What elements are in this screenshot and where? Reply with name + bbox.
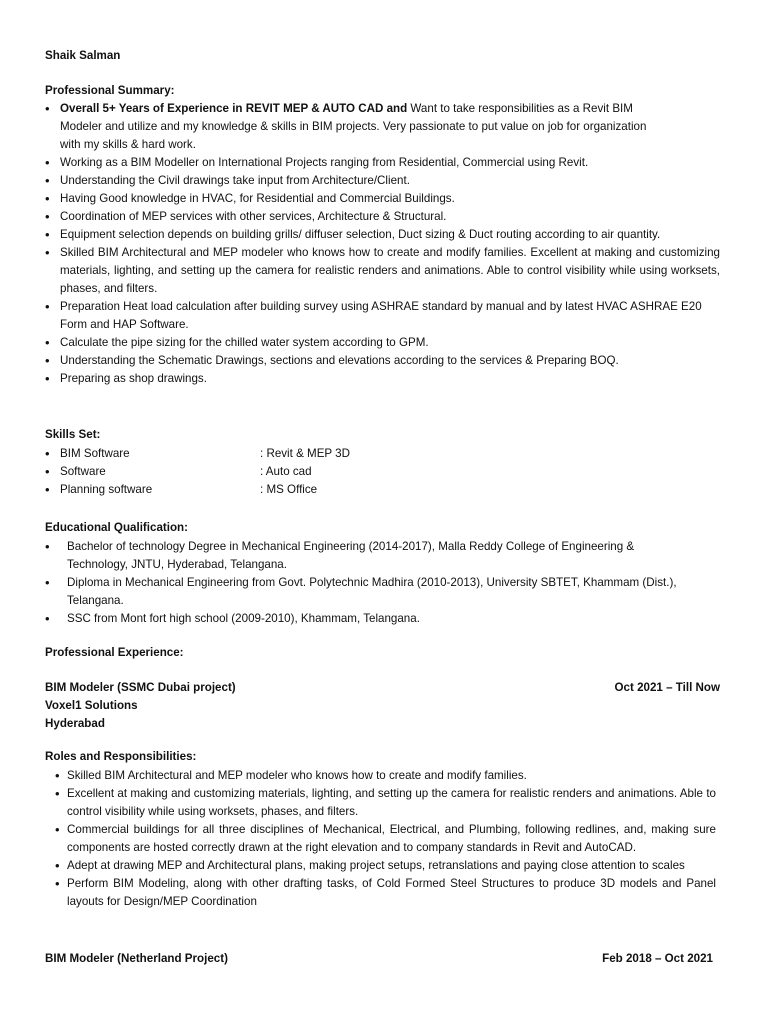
summary-item: • Having Good knowledge in HVAC, for Residential and Commercial Buildings. — [45, 190, 720, 208]
summary-item: • Calculate the pipe sizing for the chilled water system according to GPM. — [45, 334, 720, 352]
role-item: • Commercial buildings for all three disciplines of Mechanical, Electrical, and Plumbing, following redlines, and, making sure components are hosted correctly drawn at the right elevation and to company standards in Revit and AutoCAD. — [45, 821, 716, 857]
job-1-title: BIM Modeler (SSMC Dubai project) — [45, 681, 236, 694]
education-heading: Educational Qualification: — [45, 521, 189, 534]
education-item: • SSC from Mont fort high school (2009-2010), Khammam, Telangana. — [45, 610, 695, 628]
summary-item: • Understanding the Civil drawings take input from Architecture/Client. — [45, 172, 720, 190]
skills-heading: Skills Set: — [45, 428, 101, 441]
skill-key: • Software — [60, 465, 106, 478]
skill-key: • Planning software — [60, 483, 153, 496]
roles-list — [45, 767, 720, 911]
summary-heading: Professional Summary: — [45, 84, 175, 97]
candidate-name: Shaik Salman — [45, 49, 121, 62]
job-1-dates: Oct 2021 – Till Now — [614, 681, 720, 694]
job-2-title: BIM Modeler (Netherland Project) — [45, 952, 228, 965]
job-2 — [45, 950, 713, 968]
education-list — [45, 538, 695, 628]
job-1-header — [45, 679, 720, 697]
skill-row — [45, 481, 720, 499]
role-item: • Excellent at making and customizing materials, lighting, and setting up the camera for realistic renders and animations. Able to control visibility while using worksets, phases, and filters. — [45, 785, 716, 821]
skills-list — [45, 445, 720, 499]
summary-item-rest: Want to take responsibilities as a Revit BIM Modeler and utilize and my knowledge & skills in BIM projects. Very passionate to put value on job for organization with my skills & hard work. — [60, 102, 647, 151]
summary-item: • Preparation Heat load calculation after building survey using ASHRAE standard by manual and by latest HVAC ASHRAE E20 Form and HAP Software. — [45, 298, 720, 334]
roles-heading: Roles and Responsibilities: — [45, 750, 197, 763]
job-1-company: Voxel1 Solutions — [45, 699, 138, 712]
skill-value: : Revit & MEP 3D — [260, 447, 350, 460]
skill-value: : MS Office — [260, 483, 318, 496]
summary-item-bold: Overall 5+ Years of Experience in REVIT MEP & AUTO CAD and — [60, 102, 408, 115]
role-item: • Perform BIM Modeling, along with other drafting tasks, of Cold Formed Steel Structures to produce 3D models and Panel layouts for Design/MEP Coordination — [45, 875, 716, 911]
summary-item — [45, 100, 660, 154]
job-1 — [45, 679, 720, 733]
summary-item: • Working as a BIM Modeller on International Projects ranging from Residential, Commercial using Revit. — [45, 154, 720, 172]
education-item: • Diploma in Mechanical Engineering from Govt. Polytechnic Madhira (2010-2013), University SBTET, Khammam (Dist.), Telangana. — [45, 574, 695, 610]
job-2-header — [45, 950, 713, 968]
summary-item: • Understanding the Schematic Drawings, sections and elevations according to the services & Preparing BOQ. — [45, 352, 720, 370]
education-item: • Bachelor of technology Degree in Mechanical Engineering (2014-2017), Malla Reddy College of Engineering & Technology, JNTU, Hyderabad, Telangana. — [45, 538, 695, 574]
job-1-location: Hyderabad — [45, 717, 105, 730]
role-item: • Adept at drawing MEP and Architectural plans, making project setups, retranslations and paying close attention to scales — [45, 857, 716, 875]
summary-item: • Skilled BIM Architectural and MEP modeler who knows how to create and modify families. Excellent at making and customizing materials, lighting, and setting up the camera for realistic renders and animations. Able to control visibility while using worksets, phases, and filters. — [45, 244, 720, 298]
skill-row — [45, 445, 720, 463]
summary-item: • Coordination of MEP services with other services, Architecture & Structural. — [45, 208, 720, 226]
summary-list — [45, 100, 720, 388]
job-2-dates: Feb 2018 – Oct 2021 — [602, 952, 713, 965]
summary-item: • Equipment selection depends on building grills/ diffuser selection, Duct sizing & Duct routing according to air quantity. — [45, 226, 720, 244]
summary-item: • Preparing as shop drawings. — [45, 370, 720, 388]
skill-key: • BIM Software — [60, 447, 130, 460]
skill-value: : Auto cad — [260, 465, 312, 478]
role-item: • Skilled BIM Architectural and MEP modeler who knows how to create and modify families. — [45, 767, 716, 785]
skill-row — [45, 463, 720, 481]
experience-heading: Professional Experience: — [45, 646, 184, 659]
